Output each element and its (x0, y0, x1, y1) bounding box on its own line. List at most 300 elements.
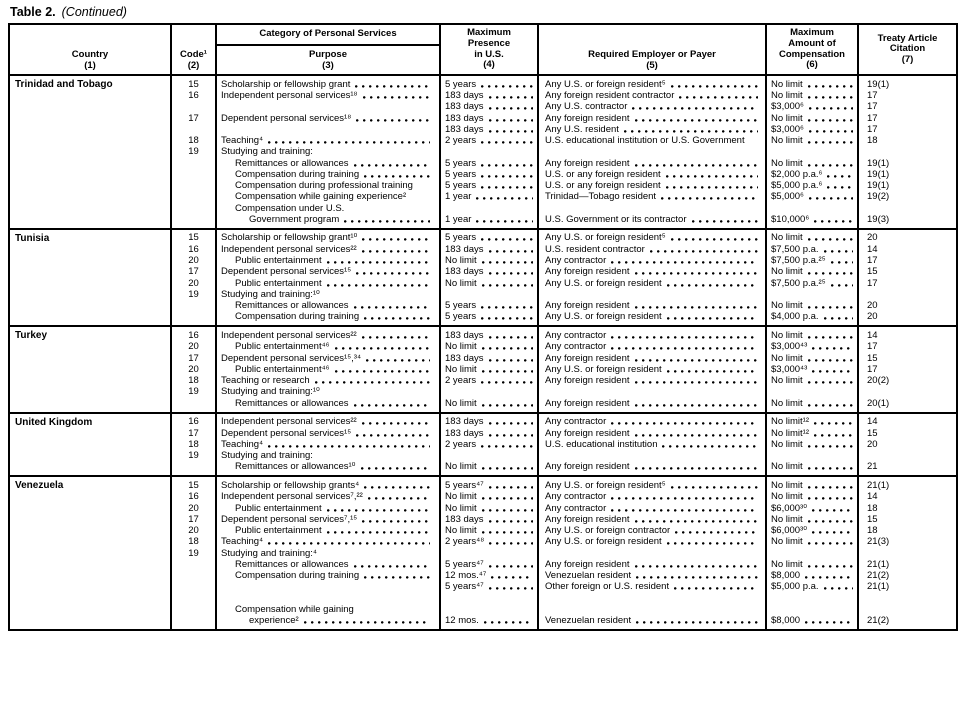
purpose-cell (215, 169, 439, 180)
leader-dots (808, 79, 853, 89)
presence-cell-text: 2 years⁴⁸ (445, 536, 485, 548)
leader-dots (824, 581, 853, 591)
leader-dots (808, 158, 853, 168)
code-cell-text: 20 (188, 363, 199, 375)
leader-dots (268, 536, 430, 546)
presence-cell-text: 5 years (445, 168, 477, 180)
country-block-united-kingdom (10, 412, 956, 476)
leader-dots (481, 439, 533, 449)
amount-cell (765, 525, 857, 536)
citation-cell (857, 135, 956, 146)
employer-cell-text: Any foreign resident contractor (545, 90, 675, 101)
code-cell (170, 548, 215, 559)
purpose-cell (215, 491, 439, 502)
purpose-cell (215, 266, 439, 277)
leader-dots (481, 158, 533, 168)
amount-cell (765, 244, 857, 255)
leader-dots (368, 491, 430, 501)
code-cell (170, 191, 215, 202)
presence-cell (439, 593, 537, 604)
presence-cell (439, 536, 537, 547)
purpose-cell (215, 559, 439, 570)
leader-dots (667, 311, 758, 321)
code-cell (170, 353, 215, 364)
leader-dots (611, 255, 758, 265)
presence-cell (439, 341, 537, 352)
country-name: Venezuela (15, 480, 64, 492)
employer-cell (537, 439, 765, 450)
table-header (10, 25, 956, 76)
code-cell (170, 593, 215, 604)
purpose-cell (215, 124, 439, 135)
leader-dots (635, 375, 759, 385)
leader-dots (481, 135, 533, 145)
employer-cell (537, 124, 765, 135)
presence-cell (439, 191, 537, 202)
employer-cell-text: Any contractor (545, 491, 607, 503)
code-cell (170, 477, 215, 491)
leader-dots (808, 300, 853, 310)
employer-cell-text: Any foreign resident (545, 461, 630, 473)
purpose-cell-text: Public entertainment⁴⁶ (235, 363, 330, 375)
table-row (170, 124, 956, 135)
citation-cell (857, 548, 956, 559)
table-row (170, 386, 956, 397)
leader-dots (356, 428, 430, 438)
citation-cell (857, 255, 956, 266)
leader-dots (814, 214, 853, 224)
amount-cell (765, 604, 857, 615)
amount-cell-text: $3,000⁶ (771, 101, 804, 113)
country-block-venezuela (10, 475, 956, 629)
table-row (170, 327, 956, 341)
leader-dots (662, 439, 758, 449)
presence-cell-text: 183 days (445, 266, 484, 278)
purpose-cell (215, 76, 439, 90)
leader-dots (667, 364, 758, 374)
code-cell (170, 439, 215, 450)
leader-dots (635, 428, 759, 438)
employer-cell-text: Any U.S. or foreign resident (545, 277, 662, 289)
leader-dots (611, 341, 758, 351)
leader-dots (812, 525, 853, 535)
purpose-cell (215, 203, 439, 214)
leader-dots (327, 503, 430, 513)
leader-dots (635, 113, 759, 123)
employer-cell-text: Any contractor (545, 329, 607, 341)
leader-dots (666, 169, 758, 179)
table-row (170, 214, 956, 228)
amount-cell (765, 450, 857, 461)
leader-dots (482, 398, 533, 408)
citation-cell-text: 19(1) (867, 168, 890, 180)
presence-cell (439, 327, 537, 341)
employer-cell (537, 604, 765, 615)
purpose-cell-text: Dependent personal services⁷,¹⁵ (221, 513, 358, 525)
purpose-cell (215, 300, 439, 311)
purpose-cell-text: Remittances or allowances (235, 300, 349, 311)
leader-dots (611, 330, 758, 340)
purpose-cell (215, 604, 439, 615)
leader-dots (482, 255, 533, 265)
table-row (170, 570, 956, 581)
leader-dots (808, 480, 853, 490)
presence-cell-text: No limit (445, 461, 477, 473)
amount-cell (765, 375, 857, 386)
leader-dots (489, 330, 533, 340)
leader-dots (675, 525, 758, 535)
purpose-cell-text: Compensation during training (235, 311, 360, 323)
presence-cell-text: 183 days (445, 123, 484, 135)
leader-dots (304, 615, 430, 625)
purpose-cell-text: Compensation under U.S. (235, 202, 345, 214)
code-cell (170, 536, 215, 547)
leader-dots (481, 311, 533, 321)
employer-cell (537, 364, 765, 375)
employer-cell-text: Any U.S. or foreign resident⁵ (545, 479, 666, 491)
citation-cell-text: 18 (867, 135, 878, 146)
code-cell (170, 525, 215, 536)
employer-cell (537, 76, 765, 90)
employer-cell (537, 169, 765, 180)
leader-dots (671, 480, 758, 490)
presence-cell-text: 5 years⁴⁷ (445, 581, 484, 593)
amount-cell-text: No limit (771, 491, 803, 503)
employer-cell (537, 266, 765, 277)
amount-cell-text: No limit (771, 352, 803, 364)
presence-cell-text: 12 mos. (445, 615, 479, 626)
citation-cell-text: 15 (867, 266, 878, 278)
employer-cell (537, 244, 765, 255)
presence-cell (439, 255, 537, 266)
presence-cell-text: No limit (445, 277, 477, 289)
amount-cell (765, 169, 857, 180)
amount-cell (765, 214, 857, 228)
citation-cell (857, 559, 956, 570)
citation-cell (857, 398, 956, 412)
purpose-cell-text: Remittances or allowances (235, 558, 349, 570)
table-row (170, 536, 956, 547)
code-cell (170, 146, 215, 157)
presence-cell-text: 183 days (445, 352, 484, 364)
header-category-spanner: Category of Personal Services (217, 25, 439, 46)
table-row (170, 477, 956, 491)
purpose-cell-text: Remittances or allowances (235, 157, 349, 169)
citation-cell (857, 604, 956, 615)
employer-cell (537, 375, 765, 386)
presence-cell (439, 124, 537, 135)
employer-cell-text: Trinidad—Tobago resident (545, 191, 657, 203)
leader-dots (827, 169, 853, 179)
table-row (170, 180, 956, 191)
employer-cell-text: Any U.S. contractor (545, 101, 628, 113)
citation-cell (857, 353, 956, 364)
citation-cell (857, 124, 956, 135)
employer-cell (537, 146, 765, 157)
purpose-cell (215, 113, 439, 124)
citation-cell (857, 375, 956, 386)
employer-cell (537, 548, 765, 559)
employer-cell-text: Any foreign resident (545, 513, 630, 525)
table-row (170, 255, 956, 266)
employer-cell (537, 289, 765, 300)
table-row (170, 604, 956, 615)
leader-dots (482, 278, 533, 288)
code-cell (170, 113, 215, 124)
employer-cell-text: Any foreign resident (545, 157, 630, 169)
citation-cell (857, 203, 956, 214)
table-row (170, 398, 956, 412)
citation-cell-text: 17 (867, 101, 878, 113)
header-category (215, 25, 439, 74)
amount-cell (765, 364, 857, 375)
presence-cell (439, 615, 537, 629)
table-row (170, 158, 956, 169)
country-name: United Kingdom (15, 416, 93, 428)
presence-cell-text: No limit (445, 255, 477, 266)
employer-cell (537, 214, 765, 228)
code-cell (170, 158, 215, 169)
presence-cell (439, 581, 537, 592)
leader-dots (361, 461, 431, 471)
table-row (170, 353, 956, 364)
country-name: Trinidad and Tobago (15, 79, 113, 90)
employer-cell (537, 536, 765, 547)
code-cell (170, 255, 215, 266)
table-row (170, 414, 956, 428)
leader-dots (667, 536, 758, 546)
table-row (170, 90, 956, 101)
employer-cell-text: Any U.S. or foreign resident (545, 311, 662, 323)
table-row (170, 503, 956, 514)
presence-cell (439, 570, 537, 581)
citation-cell-text: 14 (867, 491, 878, 503)
purpose-cell (215, 450, 439, 461)
citation-cell (857, 311, 956, 325)
amount-cell (765, 191, 857, 202)
leader-dots (632, 101, 758, 111)
leader-dots (650, 244, 758, 254)
country-block-tunisia (10, 228, 956, 326)
leader-dots (355, 79, 430, 89)
table-row (170, 101, 956, 112)
leader-dots (356, 113, 430, 123)
presence-cell (439, 158, 537, 169)
code-cell (170, 124, 215, 135)
table-row (170, 375, 956, 386)
amount-cell (765, 593, 857, 604)
table-row (170, 191, 956, 202)
citation-cell (857, 428, 956, 439)
purpose-cell-text: Independent personal services⁷,²² (221, 491, 363, 503)
presence-cell (439, 604, 537, 615)
presence-cell (439, 477, 537, 491)
purpose-cell (215, 244, 439, 255)
citation-cell-text: 19(1) (867, 180, 890, 191)
presence-cell-text: No limit (445, 525, 477, 536)
leader-dots (808, 536, 853, 546)
table-number: Table 2. (10, 5, 56, 19)
table-row (170, 514, 956, 525)
leader-dots (635, 398, 759, 408)
purpose-cell-text: Remittances or allowances (235, 397, 349, 409)
presence-cell-text: 5 years (445, 311, 477, 323)
amount-cell (765, 113, 857, 124)
amount-cell-text: $10,000⁶ (771, 213, 810, 225)
presence-cell-text: 183 days (445, 329, 484, 341)
leader-dots (484, 615, 533, 625)
amount-cell-text: $6,000³⁰ (771, 502, 808, 514)
citation-cell-text: 21(3) (867, 536, 890, 548)
presence-cell-text: No limit (445, 397, 477, 409)
citation-cell-text: 20(2) (867, 375, 890, 386)
purpose-cell-text: Studying and training: (221, 450, 313, 461)
employer-cell (537, 191, 765, 202)
employer-cell-text: Any contractor (545, 502, 607, 514)
employer-cell (537, 593, 765, 604)
citation-cell (857, 536, 956, 547)
table-row (170, 491, 956, 502)
citation-cell-text: 19(1) (867, 157, 890, 169)
leader-dots (481, 79, 533, 89)
code-cell-text: 16 (188, 491, 199, 503)
table-row (170, 341, 956, 352)
citation-cell-text: 15 (867, 352, 878, 364)
amount-cell (765, 477, 857, 491)
purpose-cell-text: Independent personal services¹⁸ (221, 90, 358, 101)
leader-dots (824, 244, 853, 254)
amount-cell-text: No limit (771, 329, 803, 341)
purpose-cell-text: Scholarship or fellowship grant¹⁰ (221, 232, 358, 244)
presence-cell-text: No limit (445, 491, 477, 503)
table-row (170, 289, 956, 300)
purpose-cell (215, 214, 439, 228)
leader-dots (364, 480, 430, 490)
leader-dots (635, 300, 759, 310)
leader-dots (636, 570, 758, 580)
purpose-cell (215, 289, 439, 300)
purpose-cell (215, 514, 439, 525)
presence-cell-text: 183 days (445, 416, 484, 427)
code-cell-text: 16 (188, 416, 199, 427)
code-cell (170, 375, 215, 386)
presence-cell (439, 135, 537, 146)
amount-cell-text: No limit (771, 232, 803, 244)
employer-cell-text: U.S. or any foreign resident (545, 168, 661, 180)
presence-cell-text: 5 years (445, 300, 477, 311)
code-cell (170, 327, 215, 341)
code-cell-text: 20 (188, 502, 199, 514)
code-cell-text: 15 (188, 479, 199, 491)
table-row (170, 559, 956, 570)
presence-cell-text: 183 days (445, 513, 484, 525)
employer-cell (537, 503, 765, 514)
code-cell-text: 19 (188, 146, 199, 158)
employer-cell-text: Any U.S. or foreign resident⁵ (545, 232, 666, 244)
employer-cell-text: U.S. educational institution or U.S. Government (545, 135, 745, 146)
table-row (170, 300, 956, 311)
amount-cell-text: No limit (771, 112, 803, 124)
leader-dots (679, 90, 758, 100)
purpose-cell-text: Compensation during training (235, 570, 360, 581)
amount-cell (765, 439, 857, 450)
presence-cell-text: 2 years (445, 135, 477, 146)
amount-cell-text: $8,000 (771, 615, 801, 626)
amount-cell (765, 311, 857, 325)
code-cell (170, 76, 215, 90)
leader-dots (809, 191, 853, 201)
leader-dots (335, 364, 430, 374)
leader-dots (635, 461, 759, 471)
purpose-cell-text: Public entertainment (235, 255, 322, 266)
employer-cell (537, 341, 765, 352)
leader-dots (809, 124, 853, 134)
amount-cell (765, 428, 857, 439)
employer-cell-text: Any foreign resident (545, 300, 630, 311)
table-row (170, 581, 956, 592)
purpose-cell-text: Studying and training: (221, 146, 313, 158)
code-cell (170, 398, 215, 412)
leader-dots (482, 364, 533, 374)
citation-cell-text: 21(1) (867, 479, 890, 491)
leader-dots (611, 416, 758, 426)
employer-cell (537, 386, 765, 397)
leader-dots (808, 90, 853, 100)
amount-cell (765, 135, 857, 146)
country-lines (170, 230, 956, 326)
purpose-cell (215, 414, 439, 428)
citation-cell-text: 17 (867, 255, 878, 266)
purpose-cell-text: Teaching or research (221, 375, 310, 386)
code-cell (170, 559, 215, 570)
code-cell-text: 17 (188, 266, 199, 278)
citation-cell-text: 17 (867, 112, 878, 124)
leader-dots (363, 90, 430, 100)
amount-cell-text: $7,500 p.a. (771, 243, 819, 255)
presence-cell (439, 146, 537, 157)
purpose-cell-text: Scholarship or fellowship grant (221, 78, 351, 90)
leader-dots (635, 158, 759, 168)
code-cell (170, 266, 215, 277)
leader-dots (808, 266, 853, 276)
leader-dots (611, 491, 758, 501)
citation-cell (857, 593, 956, 604)
employer-cell-text: Any contractor (545, 416, 607, 427)
presence-cell-text: 5 years (445, 232, 477, 244)
citation-cell-text: 14 (867, 243, 878, 255)
presence-cell (439, 514, 537, 525)
amount-cell (765, 341, 857, 352)
citation-cell (857, 300, 956, 311)
presence-cell (439, 289, 537, 300)
leader-dots (364, 570, 430, 580)
header-citation: Treaty Article Citation (7) (857, 25, 956, 74)
table-row (170, 169, 956, 180)
code-cell (170, 428, 215, 439)
purpose-cell-text: Public entertainment⁴⁶ (235, 341, 330, 353)
purpose-cell-text: Compensation while gaining (235, 603, 354, 615)
presence-cell-text: 2 years (445, 375, 477, 386)
leader-dots (366, 353, 430, 363)
purpose-cell-text: Dependent personal services¹⁵ (221, 266, 352, 278)
amount-cell-text: $7,500 p.a.²⁵ (771, 277, 826, 289)
employer-cell (537, 278, 765, 289)
presence-cell-text: 1 year (445, 191, 472, 203)
citation-cell (857, 146, 956, 157)
code-cell (170, 491, 215, 502)
citation-cell (857, 158, 956, 169)
citation-cell (857, 615, 956, 629)
